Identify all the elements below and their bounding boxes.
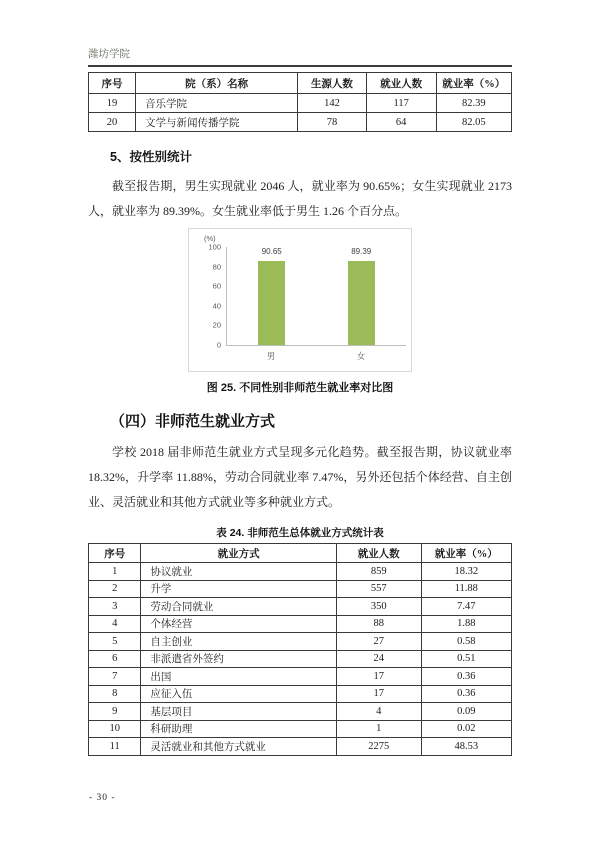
table-cell: 859 (336, 563, 421, 581)
table-row (89, 615, 512, 633)
table-cell: 个体经营 (141, 615, 336, 633)
table-cell: 4 (89, 615, 141, 633)
page-header (88, 46, 512, 67)
table-cell: 82.05 (436, 113, 511, 132)
bar-group-male (258, 247, 285, 345)
y-tick: 20 (212, 320, 221, 330)
table-header-row (89, 544, 512, 563)
bar-value-label: 89.39 (351, 247, 372, 256)
table-cell: 科研助理 (141, 720, 336, 738)
table-row (89, 703, 512, 721)
table-cell: 劳动合同就业 (141, 598, 336, 616)
table-cell: 3 (89, 598, 141, 616)
table-cell: 0.58 (421, 633, 511, 651)
table-cell: 17 (336, 668, 421, 686)
y-tick: 100 (208, 242, 221, 252)
column-header: 就业率（%） (421, 544, 511, 563)
table-cell: 0.02 (421, 720, 511, 738)
gender-employment-chart (88, 228, 512, 395)
table-cell: 基层项目 (141, 703, 336, 721)
page-content (88, 72, 512, 756)
table-row (89, 738, 512, 756)
table-cell: 1 (89, 563, 141, 581)
bar-male (258, 261, 285, 345)
table-cell: 8 (89, 685, 141, 703)
bar-value-label: 90.65 (261, 247, 282, 256)
table-cell: 11 (89, 738, 141, 756)
table-cell: 18.32 (421, 563, 511, 581)
table-row (89, 720, 512, 738)
table-cell: 24 (336, 650, 421, 668)
table-cell: 9 (89, 703, 141, 721)
table-cell: 非派遣省外签约 (141, 650, 336, 668)
table-cell: 27 (336, 633, 421, 651)
table-cell: 10 (89, 720, 141, 738)
table-cell: 2 (89, 580, 141, 598)
bar-group-female (348, 247, 375, 345)
section-heading-method: （四）非师范生就业方式 (110, 413, 276, 430)
table-cell: 557 (336, 580, 421, 598)
chart-y-axis-ticks (195, 242, 227, 350)
page-number: - 30 - (89, 793, 116, 803)
table-cell: 灵活就业和其他方式就业 (141, 738, 336, 756)
table-cell: 文学与新闻传播学院 (136, 113, 298, 132)
table-row (89, 650, 512, 668)
employment-method-table (88, 543, 512, 756)
table-cell: 自主创业 (141, 633, 336, 651)
table-cell: 7.47 (421, 598, 511, 616)
table-cell: 出国 (141, 668, 336, 686)
table-row (89, 668, 512, 686)
table-cell: 7 (89, 668, 141, 686)
column-header: 就业人数 (366, 73, 436, 94)
table-cell: 升学 (141, 580, 336, 598)
table-cell: 11.88 (421, 580, 511, 598)
x-category-male: 男 (266, 351, 276, 361)
header-school-name: 潍坊学院 (88, 49, 130, 60)
chart-plot-box (188, 228, 412, 372)
bar-female (348, 261, 375, 345)
table-cell: 350 (336, 598, 421, 616)
table-cell: 142 (298, 94, 367, 113)
table-cell: 1.88 (421, 615, 511, 633)
column-header: 生源人数 (298, 73, 367, 94)
table-cell: 19 (89, 94, 136, 113)
table-row (89, 685, 512, 703)
table-cell: 6 (89, 650, 141, 668)
table-cell: 48.53 (421, 738, 511, 756)
column-header: 院（系）名称 (136, 73, 298, 94)
table-cell: 17 (336, 685, 421, 703)
table-cell: 117 (366, 94, 436, 113)
chart-x-axis-labels (226, 350, 406, 362)
table-caption: 表 24. 非师范生总体就业方式统计表 (216, 527, 384, 539)
table-cell: 0.51 (421, 650, 511, 668)
table-cell: 78 (298, 113, 367, 132)
table-cell: 应征入伍 (141, 685, 336, 703)
column-header: 序号 (89, 544, 141, 563)
method-paragraph: 学校 2018 届非师范生就业方式呈现多元化趋势。截至报告期，协议就业率 18.32%，升学率 11.88%，劳动合同就业率 7.47%，另外还包括个体经营、自主创业、灵活就业和其他方式就业等多种就业方式。 (88, 445, 512, 509)
gender-statistics-paragraph: 截至报告期，男生实现就业 2046 人，就业率为 90.65%；女生实现就业 2173 人，就业率为 89.39%。女生就业率低于男生 1.26 个百分点。 (88, 179, 512, 218)
figure-caption: 图 25. 不同性别非师范生就业率对比图 (206, 382, 394, 394)
y-tick: 80 (212, 262, 221, 272)
chart-plot-area (208, 242, 406, 350)
table-cell: 2275 (336, 738, 421, 756)
y-tick: 0 (216, 340, 221, 350)
table-cell: 0.36 (421, 685, 511, 703)
table-cell: 0.36 (421, 668, 511, 686)
table-cell: 82.39 (436, 94, 511, 113)
table-cell: 5 (89, 633, 141, 651)
table-cell: 88 (336, 615, 421, 633)
column-header: 就业人数 (336, 544, 421, 563)
table-cell: 0.09 (421, 703, 511, 721)
table-cell: 4 (336, 703, 421, 721)
table-row (89, 563, 512, 581)
table-row (89, 580, 512, 598)
table-row (89, 94, 512, 113)
college-employment-table (88, 72, 512, 132)
table-cell: 20 (89, 113, 136, 132)
chart-bars (227, 247, 406, 345)
x-category-female: 女 (356, 351, 366, 361)
section-heading-gender: 5、按性别统计 (110, 150, 192, 164)
table-row (89, 113, 512, 132)
table-cell: 64 (366, 113, 436, 132)
y-tick: 40 (212, 301, 221, 311)
table-cell: 1 (336, 720, 421, 738)
table-row (89, 633, 512, 651)
table-header-row (89, 73, 512, 94)
column-header: 序号 (89, 73, 136, 94)
column-header: 就业方式 (141, 544, 336, 563)
y-tick: 60 (212, 281, 221, 291)
table-cell: 音乐学院 (136, 94, 298, 113)
table-row (89, 598, 512, 616)
chart-unit-label: (%) (204, 234, 216, 243)
table-cell: 协议就业 (141, 563, 336, 581)
column-header: 就业率（%） (436, 73, 511, 94)
